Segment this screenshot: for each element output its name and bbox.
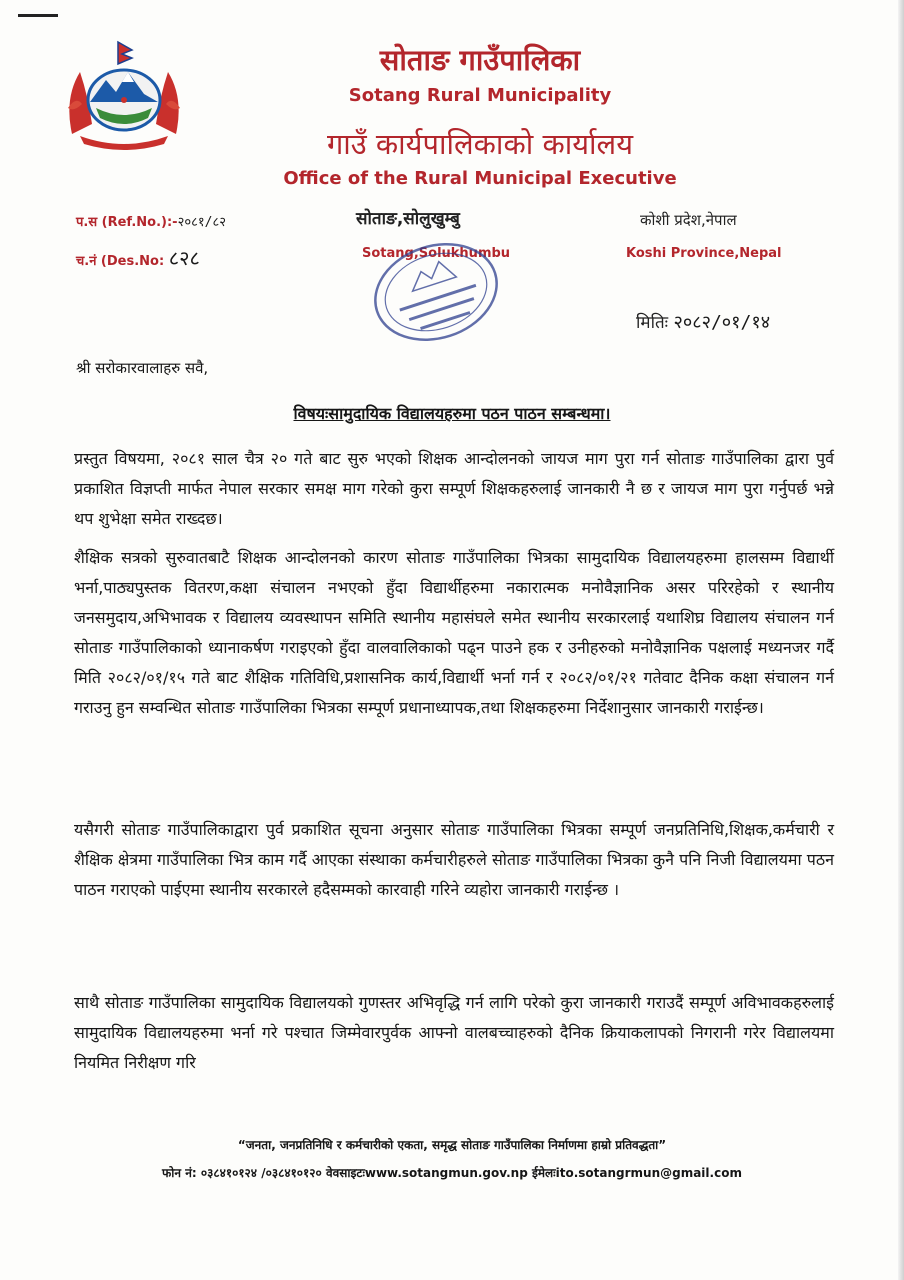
office-name-nepali: गाउँ कार्यपालिकाको कार्यालय (326, 127, 634, 161)
letter-subject: विषयःसामुदायिक विद्यालयहरुमा पठन पाठन सम्बन्धमा। (293, 404, 611, 423)
date-value: २०८२/०१/१४ (673, 312, 771, 333)
province-english: Koshi Province,Nepal (626, 246, 782, 261)
date-label: मितिः (636, 313, 669, 333)
municipality-name-english: Sotang Rural Municipality (348, 85, 612, 106)
province-nepali: कोशी प्रदेश,नेपाल (640, 211, 737, 229)
ref-value: २०८१/८२ (177, 215, 226, 230)
office-name-english: Office of the Rural Municipal Executive (283, 168, 677, 189)
municipality-name-nepali: सोताङ गाउँपालिका (379, 43, 581, 77)
footer-contact: फोन नं: ०३८४१०१२४ /०३८४१०१२० वेवसाइटःwww.sotangmun.gov.np ईमेलःito.sotangrmun@gmail.com (162, 1166, 742, 1180)
reference-number (76, 212, 226, 230)
nepal-emblem-icon (58, 38, 190, 150)
official-stamp-icon (356, 232, 516, 352)
ref-label: प.स (Ref.No.):- (76, 215, 178, 230)
footer-slogan: “जनता, जनप्रतिनिधि र कर्मचारीको एकता, समृद्ध सोताङ गाउँपालिका निर्माणमा हाम्रो प्रतिवद्धता” (237, 1138, 667, 1152)
dispatch-number (76, 244, 200, 271)
paragraph-3: यसैगरी सोताङ गाउँपालिकाद्वारा पुर्व प्रकाशित सूचना अनुसार सोताङ गाउँपालिका भित्रका सम्पूर्ण जनप्रतिनिधि,शिक्षक,कर्मचारी र शैक्षिक क्षेत्रमा गाउँपालिका भित्र काम गर्दै आएका संस्थाका कर्मचारीहरुले सोताङ गाउँपालिका भित्रका कुनै पनि निजी विद्यालयमा पठन पाठन गराएको पाईएमा स्थानीय सरकारले हदैसम्मको कारवाही गरिने व्यहोरा जानकारी गराईन्छ । (74, 820, 834, 899)
des-label: च.नं (Des.No: (76, 254, 165, 269)
paragraph-2: शैक्षिक सत्रको सुरुवातबाटै शिक्षक आन्दोलनको कारण सोताङ गाउँपालिका भित्रका सामुदायिक विद्यालयहरुमा हालसम्म विद्यार्थी भर्ना,पाठ्यपुस्तक वितरण,कक्षा संचालन नभएको हुँदा विद्यार्थीहरुमा नकारात्मक मनोवैज्ञानिक असर परिरहेको र स्थानीय जनसमुदाय,अभिभावक र विद्यालय व्यवस्थापन समिति स्थानीय महासंघले समेत स्थानीय सरकारलाई यथाशिघ्र विद्यालय संचालन गर्न सोताङ गाउँपालिकाको ध्यानाकर्षण गराइएको हुँदा वालवालिकाको पढ्न पाउने हक र उनीहरुको मनोवैज्ञानिक पक्षलाई मध्यनजर गर्दै मिति २०८२/०१/१५ गते बाट शैक्षिक गतिविधि,प्रशासनिक कार्य,विद्यार्थी भर्ना गर्न र २०८२/०१/२१ गतेवाट दैनिक कक्षा संचालन गर्न गराउनु हुन सम्वन्धित सोताङ गाउँपालिका भित्रका सम्पूर्ण प्रधानाध्यापक,तथा शिक्षकहरुमा निर्देशानुसार जानकारी गराईन्छ। (74, 548, 834, 717)
des-value: ८२८ (168, 246, 200, 270)
letter-date (636, 310, 770, 334)
paragraph-1: प्रस्तुत विषयमा, २०८१ साल चैत्र २० गते बाट सुरु भएको शिक्षक आन्दोलनको जायज माग पुरा गर्न सोताङ गाउँपालिका द्वारा पुर्व प्रकाशित विज्ञप्ती मार्फत नेपाल सरकार समक्ष माग गरेको कुरा सम्पूर्ण शिक्षकहरुलाई जानकारी नै छ र जायज माग पुरा गर्नुपर्छ भन्ने थप शुभेक्षा समेत राख्दछ। (74, 449, 834, 528)
place-nepali: सोताङ,सोलुखुम्बु (356, 209, 460, 229)
scan-mark (18, 14, 58, 17)
place-english: Sotang,Solukhumbu (362, 246, 511, 261)
paragraph-4: साथै सोताङ गाउँपालिका सामुदायिक विद्यालयको गुणस्तर अभिवृद्धि गर्न लागि परेको कुरा जानकारी गराउदैं सम्पूर्ण अविभावकहरुलाई सामुदायिक विद्यालयहरुमा भर्ना गरे पश्चात जिम्मेवारपुर्वक आफ्नो वालबच्चाहरुको दैनिक क्रियाकलापको निगरानी गरेर विद्यालयमा नियमित निरीक्षण गरि (74, 993, 834, 1072)
addressee: श्री सरोकारवालाहरु सवै, (76, 359, 209, 377)
page-edge-shadow (898, 0, 904, 1280)
